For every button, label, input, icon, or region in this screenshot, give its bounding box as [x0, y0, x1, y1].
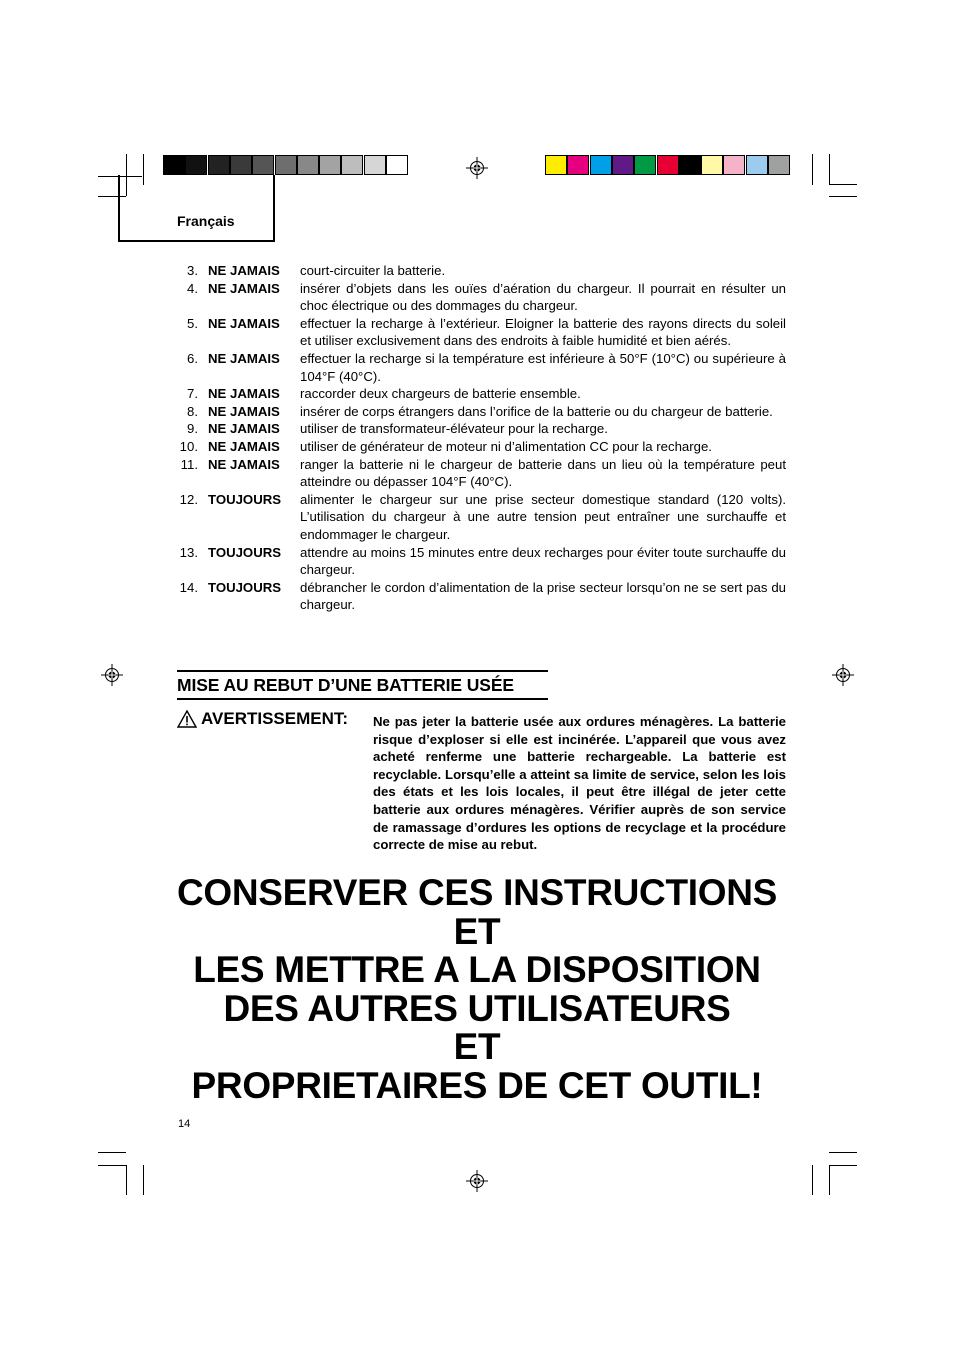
- closing-statement: [100, 874, 854, 1105]
- list-item: [176, 262, 786, 280]
- color-swatch: [768, 155, 790, 175]
- item-text: alimenter le chargeur sur une prise secteur domestique standard (120 volts). L’utilisation du chargeur à une autre tension peut entraîner une surchauffe et endommager le chargeur.: [300, 491, 786, 542]
- warning-text: Ne pas jeter la batterie usée aux ordures ménagères. La batterie risque d’exploser si elle est incinérée. L’appareil que vous avez acheté renferme une batterie rechargeable. La batterie est recyclable. Lorsqu’elle a atteint sa limite de service, selon les lois des états et les lois locales, il peut être illégal de jeter cette batterie aux ordures ménagères. Vérifier auprès de son service de ramassage d’ordures les options de recyclage et la procédure correcte de mise au rebut.: [373, 714, 786, 853]
- color-swatch: [701, 155, 723, 175]
- list-item: [176, 315, 786, 350]
- registration-mark-icon: [101, 664, 123, 686]
- crop-mark: [829, 1152, 857, 1153]
- color-swatch: [590, 155, 612, 175]
- color-swatch: [567, 155, 589, 175]
- color-swatch: [545, 155, 567, 175]
- color-swatch: [319, 155, 341, 175]
- item-number: 3.: [187, 263, 198, 278]
- registration-mark-icon: [832, 664, 854, 686]
- item-number: 13.: [179, 544, 198, 560]
- closing-line: LES METTRE A LA DISPOSITION: [193, 949, 761, 990]
- item-number: 7.: [187, 386, 198, 402]
- crop-mark: [829, 154, 830, 185]
- color-swatch: [208, 155, 230, 175]
- list-item: [176, 420, 786, 438]
- language-label: Français: [177, 213, 235, 229]
- list-item: [176, 544, 786, 579]
- crop-mark: [829, 196, 857, 197]
- item-keyword: NE JAMAIS: [208, 386, 280, 402]
- item-keyword: TOUJOURS: [208, 544, 282, 560]
- color-swatch: [657, 155, 679, 175]
- registration-mark-icon: [466, 1170, 488, 1192]
- item-number: 12.: [179, 491, 198, 507]
- list-item: [176, 491, 786, 544]
- item-number: 5.: [187, 315, 198, 331]
- item-keyword: NE JAMAIS: [208, 403, 280, 419]
- closing-line: ET: [453, 910, 501, 952]
- list-item: [176, 403, 786, 421]
- list-item: [176, 438, 786, 456]
- crop-mark: [98, 1152, 126, 1153]
- color-swatch: [746, 155, 768, 175]
- crop-mark: [98, 1165, 126, 1166]
- item-number: 8.: [187, 403, 198, 419]
- color-swatch: [679, 155, 701, 175]
- list-item: [176, 385, 786, 403]
- item-text: insérer d’objets dans les ouïes d’aération du chargeur. Il pourrait en résulter un choc électrique ou des dommages du chargeur.: [300, 280, 786, 314]
- color-swatch: [341, 155, 363, 175]
- color-swatch: [252, 155, 274, 175]
- item-text: effectuer la recharge si la température est inférieure à 50°F (10°C) ou supérieure à 104°F (40°C).: [300, 350, 786, 384]
- item-text: utiliser de transformateur-élévateur pour la recharge.: [300, 421, 608, 437]
- item-text: ranger la batterie ni le chargeur de batterie dans un lieu où la température peut atteindre ou dépasser 104°F (40°C).: [300, 456, 786, 490]
- item-keyword: NE JAMAIS: [208, 438, 280, 454]
- item-number: 14.: [179, 579, 198, 595]
- item-number: 4.: [187, 280, 198, 296]
- crop-mark: [829, 1165, 857, 1166]
- item-text: effectuer la recharge à l’extérieur. Eloigner la batterie des rayons directs du soleil et utiliser exclusivement dans des endroits à faible humidité et bien aérés.: [300, 315, 786, 349]
- item-keyword: NE JAMAIS: [208, 315, 280, 331]
- list-item: [176, 456, 786, 491]
- crop-mark: [126, 1165, 127, 1195]
- item-text: débrancher le cordon d’alimentation de la prise secteur lorsqu’on ne se sert pas du chargeur.: [300, 579, 786, 613]
- item-text: attendre au moins 15 minutes entre deux recharges pour éviter toute surchauffe du chargeur.: [300, 544, 786, 578]
- item-text: utiliser de générateur de moteur ni d’alimentation CC pour la recharge.: [300, 438, 712, 454]
- crop-mark: [143, 1165, 144, 1195]
- item-keyword: TOUJOURS: [208, 579, 282, 595]
- color-swatch: [364, 155, 386, 175]
- closing-line: ET: [453, 1026, 501, 1067]
- item-keyword: NE JAMAIS: [208, 350, 280, 366]
- warning-triangle-icon: [177, 710, 197, 728]
- item-number: 10.: [179, 438, 198, 454]
- item-keyword: TOUJOURS: [208, 491, 282, 507]
- warning-label: [177, 709, 348, 729]
- closing-line: CONSERVER CES INSTRUCTIONS: [176, 872, 778, 913]
- crop-mark: [829, 184, 857, 185]
- item-keyword: NE JAMAIS: [208, 263, 280, 278]
- crop-mark: [829, 1165, 830, 1195]
- item-text: raccorder deux chargeurs de batterie ensemble.: [300, 386, 581, 402]
- closing-line: DES AUTRES UTILISATEURS: [223, 987, 731, 1029]
- item-keyword: NE JAMAIS: [208, 456, 280, 472]
- item-number: 9.: [187, 421, 198, 437]
- item-keyword: NE JAMAIS: [208, 280, 280, 296]
- list-item: [176, 280, 786, 315]
- color-swatch: [386, 155, 408, 175]
- language-tab: [118, 175, 275, 242]
- closing-line: PROPRIETAIRES DE CET OUTIL!: [191, 1064, 763, 1106]
- safety-instructions-list: [176, 262, 786, 614]
- item-text: insérer de corps étrangers dans l’orifice de la batterie ou du chargeur de batterie.: [300, 403, 773, 419]
- item-keyword: NE JAMAIS: [208, 421, 280, 437]
- crop-mark: [812, 154, 813, 185]
- list-item: [176, 579, 786, 614]
- section-title: MISE AU REBUT D’UNE BATTERIE USÉE: [177, 670, 548, 700]
- registration-mark-icon: [466, 157, 488, 179]
- crop-mark: [812, 1165, 813, 1195]
- warning-label-text: AVERTISSEMENT:: [201, 709, 349, 728]
- color-swatch: [163, 155, 185, 175]
- color-swatch: [297, 155, 319, 175]
- color-swatch: [230, 155, 252, 175]
- color-swatch: [634, 155, 656, 175]
- item-number: 6.: [187, 350, 198, 366]
- list-item: [176, 350, 786, 385]
- item-number: 11.: [180, 456, 198, 472]
- color-swatch: [723, 155, 745, 175]
- color-swatch: [612, 155, 634, 175]
- page-number: 14: [178, 1118, 191, 1130]
- item-text: court-circuiter la batterie.: [300, 263, 446, 278]
- color-swatch: [185, 155, 207, 175]
- color-swatch: [275, 155, 297, 175]
